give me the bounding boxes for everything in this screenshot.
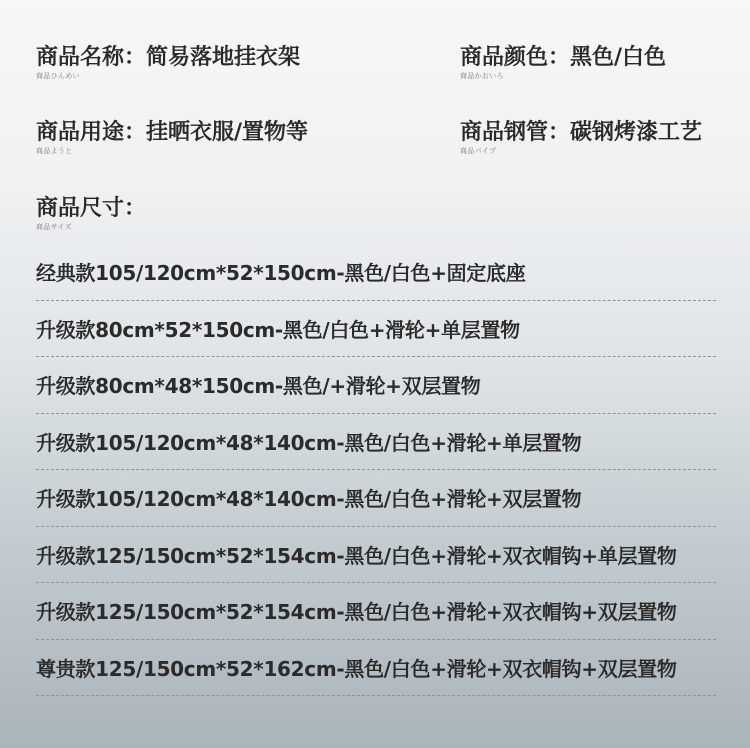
product-usage-label: 商品用途：挂晒衣服/置物等: [36, 120, 309, 145]
product-color-info: [460, 45, 666, 81]
product-name-info: [36, 45, 300, 81]
size-option-row: [36, 244, 716, 301]
product-pipe-label: 商品钢管：碳钢烤漆工艺: [460, 120, 703, 145]
product-pipe-sublabel: 商品パイプ: [460, 147, 497, 155]
size-option-text: 尊贵款125/150cm*52*162cm-黑色/白色+滑轮+双衣帽钩+双层置物: [36, 656, 677, 681]
size-option-row: [36, 527, 716, 584]
product-size-sublabel: 商品サイズ: [36, 223, 72, 231]
product-size-label: 商品尺寸：: [36, 196, 147, 221]
product-color-label: 商品颜色：黑色/白色: [460, 45, 667, 70]
size-option-text: 升级款105/120cm*48*140cm-黑色/白色+滑轮+单层置物: [36, 430, 582, 455]
size-option-row: [36, 470, 716, 527]
size-option-row: [36, 640, 716, 697]
product-name-sublabel: 商品ひんめい: [36, 72, 80, 80]
product-size-info: [36, 196, 146, 232]
size-option-text: 升级款125/150cm*52*154cm-黑色/白色+滑轮+双衣帽钩+单层置物: [36, 543, 677, 568]
size-option-text: 经典款105/120cm*52*150cm-黑色/白色+固定底座: [36, 261, 526, 286]
product-usage-info: [36, 120, 308, 156]
size-option-row: [36, 414, 716, 471]
size-option-text: 升级款105/120cm*48*140cm-黑色/白色+滑轮+双层置物: [36, 487, 582, 512]
size-option-row: [36, 583, 716, 640]
product-name-label: 商品名称：简易落地挂衣架: [36, 45, 301, 70]
product-usage-sublabel: 商品ようと: [36, 147, 73, 155]
size-option-row: [36, 301, 716, 358]
product-pipe-info: [460, 120, 702, 156]
size-option-list: [36, 244, 716, 696]
size-option-row: [36, 357, 716, 414]
size-option-text: 升级款80cm*52*150cm-黑色/白色+滑轮+单层置物: [36, 317, 520, 342]
size-option-text: 升级款125/150cm*52*154cm-黑色/白色+滑轮+双衣帽钩+双层置物: [36, 600, 677, 625]
product-color-sublabel: 商品かおいろ: [460, 72, 504, 80]
size-option-text: 升级款80cm*48*150cm-黑色/+滑轮+双层置物: [36, 374, 481, 399]
